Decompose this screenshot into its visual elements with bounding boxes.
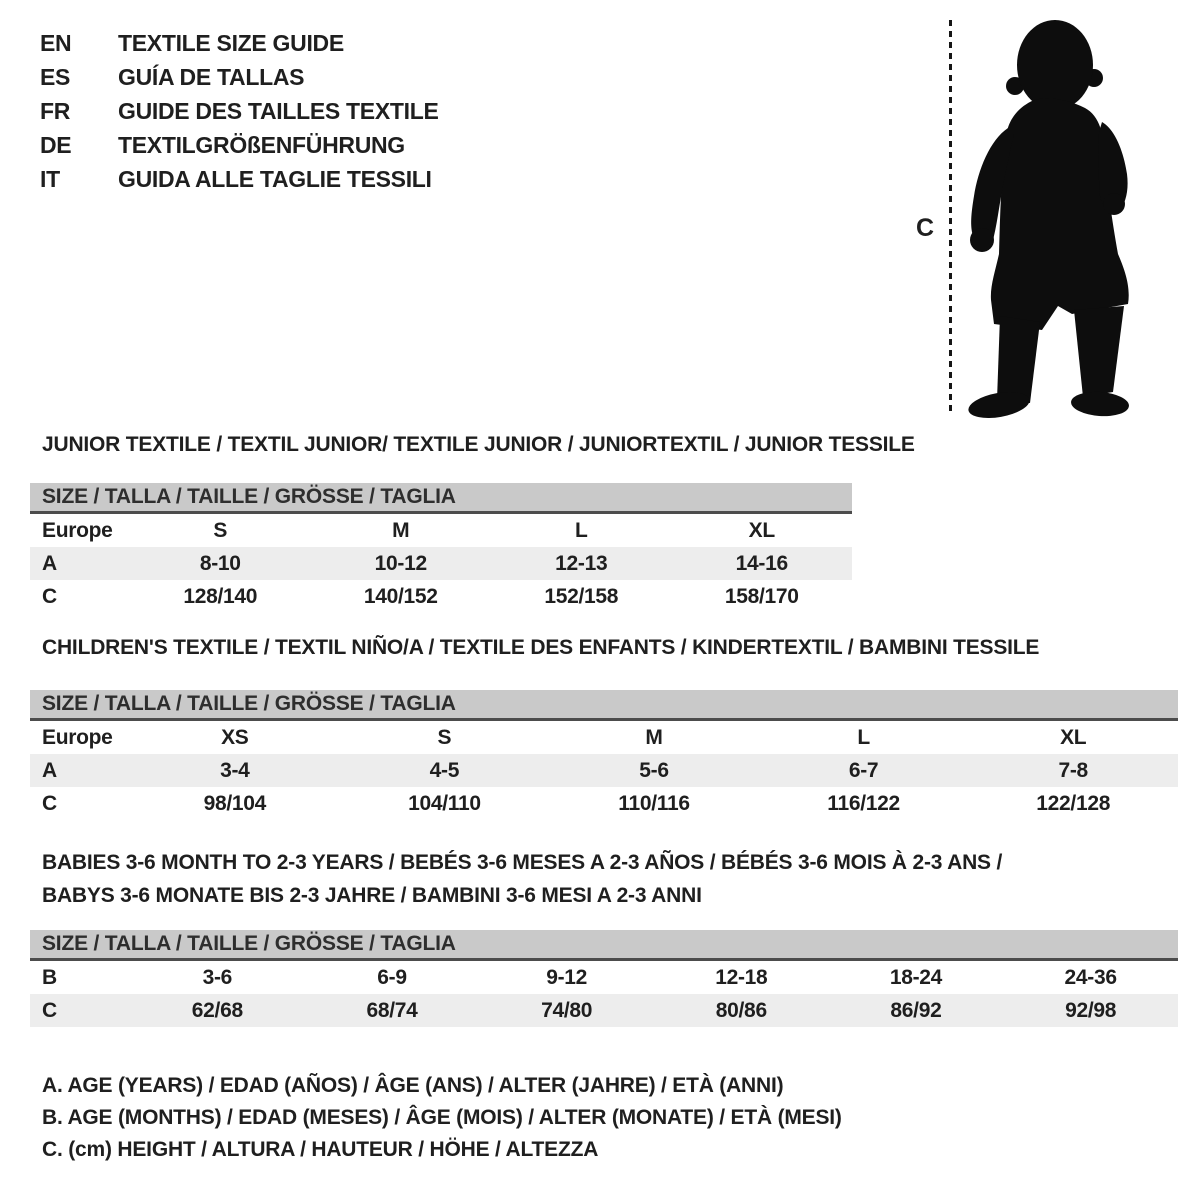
legend-line-c: C. (cm) HEIGHT / ALTURA / HAUTEUR / HÖHE / ALTEZZA: [42, 1138, 599, 1161]
section-title-junior: JUNIOR TEXTILE / TEXTIL JUNIOR/ TEXTILE JUNIOR / JUNIORTEXTIL / JUNIOR TESSILE: [42, 433, 915, 456]
size-cell: 5-6: [639, 758, 669, 782]
section-title-line: BABYS 3-6 MONATE BIS 2-3 JAHRE / BAMBINI 3-6 MESI A 2-3 ANNI: [42, 884, 702, 907]
children-size-table: [30, 690, 1178, 820]
language-row: [40, 162, 439, 196]
size-cell: 62/68: [191, 998, 243, 1022]
size-cell: 6-7: [848, 758, 879, 782]
size-cell: 68/74: [366, 998, 418, 1022]
size-header: SIZE / TALLA / TAILLE / GRÖSSE / TAGLIA: [30, 483, 852, 513]
size-cell: 12-13: [555, 551, 608, 575]
size-cell: L: [857, 725, 870, 749]
size-cell: 80/86: [715, 998, 767, 1022]
row-label: Europe: [42, 725, 113, 749]
size-cell: 9-12: [546, 965, 588, 989]
size-cell: M: [392, 518, 410, 542]
size-cell: 140/152: [363, 584, 438, 608]
language-title-list: [40, 26, 439, 196]
table-row: [30, 787, 1178, 820]
legend: [42, 1070, 842, 1166]
size-cell: 92/98: [1065, 998, 1117, 1022]
size-cell: XL: [1060, 725, 1087, 749]
table-row: [30, 720, 1178, 755]
table-row: [30, 513, 852, 548]
size-cell: 4-5: [429, 758, 460, 782]
table-row: [30, 580, 852, 613]
size-cell: 152/158: [544, 584, 619, 608]
table-row: [30, 960, 1178, 995]
language-code: DE: [40, 131, 72, 158]
guide-title: GUIDE DES TAILLES TEXTILE: [118, 97, 439, 124]
junior-size-table: [30, 483, 852, 613]
size-cell: 6-9: [377, 965, 407, 989]
row-label: B: [42, 965, 57, 989]
row-label: Europe: [42, 518, 113, 542]
language-code: EN: [40, 29, 72, 56]
size-cell: XL: [748, 518, 775, 542]
table-row: [30, 547, 852, 580]
language-row: [40, 128, 439, 162]
toddler-silhouette: [952, 14, 1144, 420]
row-label: A: [42, 758, 57, 782]
section-title-children: CHILDREN'S TEXTILE / TEXTIL NIÑO/A / TEXTILE DES ENFANTS / KINDERTEXTIL / BAMBINI TESSILE: [42, 636, 1040, 659]
language-row: [40, 94, 439, 128]
language-row: [40, 60, 439, 94]
table-row: [30, 994, 1178, 1027]
size-header: SIZE / TALLA / TAILLE / GRÖSSE / TAGLIA: [30, 690, 1178, 720]
size-cell: 158/170: [724, 584, 799, 608]
size-cell: 18-24: [889, 965, 943, 989]
size-cell: 116/122: [827, 791, 900, 815]
language-code: IT: [40, 165, 60, 192]
size-cell: S: [213, 518, 228, 542]
size-cell: 8-10: [199, 551, 241, 575]
legend-line-b: B. AGE (MONTHS) / EDAD (MESES) / ÂGE (MOIS) / ALTER (MONATE) / ETÀ (MESI): [42, 1106, 842, 1129]
size-cell: 24-36: [1064, 965, 1117, 989]
size-cell: L: [574, 518, 588, 542]
row-label: C: [42, 584, 57, 608]
row-label: C: [42, 998, 57, 1022]
guide-title: GUÍA DE TALLAS: [118, 63, 305, 90]
section-title-babies: [42, 846, 1002, 912]
legend-line-a: A. AGE (YEARS) / EDAD (AÑOS) / ÂGE (ANS) / ALTER (JAHRE) / ETÀ (ANNI): [42, 1074, 784, 1097]
row-label: A: [42, 551, 57, 575]
size-cell: 3-4: [220, 758, 250, 782]
size-cell: 86/92: [890, 998, 942, 1022]
size-cell: 14-16: [735, 551, 788, 575]
table-row: [30, 754, 1178, 787]
guide-title: GUIDA ALLE TAGLIE TESSILI: [118, 165, 432, 192]
size-cell: 128/140: [183, 584, 258, 608]
size-cell: 122/128: [1036, 791, 1111, 815]
babies-size-table: [30, 930, 1178, 1027]
guide-title: TEXTILGRÖßENFÜHRUNG: [118, 131, 405, 158]
size-cell: M: [645, 725, 663, 749]
language-code: FR: [40, 97, 71, 124]
size-cell: 74/80: [541, 998, 593, 1022]
size-header-row: [30, 690, 1178, 720]
size-cell: 110/116: [618, 791, 690, 815]
size-cell: S: [437, 725, 452, 749]
guide-title: TEXTILE SIZE GUIDE: [118, 29, 344, 56]
size-cell: 7-8: [1058, 758, 1088, 782]
section-title-line: BABIES 3-6 MONTH TO 2-3 YEARS / BEBÉS 3-6 MESES A 2-3 AÑOS / BÉBÉS 3-6 MOIS À 2-3 ANS /: [42, 851, 1003, 874]
size-cell: XS: [221, 725, 249, 749]
language-row: [40, 26, 439, 60]
height-measure-label: C: [916, 214, 935, 242]
row-label: C: [42, 791, 57, 815]
size-header: SIZE / TALLA / TAILLE / GRÖSSE / TAGLIA: [30, 930, 1178, 960]
size-cell: 3-6: [202, 965, 233, 989]
size-header-row: [30, 483, 852, 513]
size-cell: 12-18: [715, 965, 768, 989]
size-cell: 104/110: [408, 791, 481, 815]
size-cell: 98/104: [203, 791, 267, 815]
size-header-row: [30, 930, 1178, 960]
size-cell: 10-12: [374, 551, 427, 575]
language-code: ES: [40, 63, 71, 90]
